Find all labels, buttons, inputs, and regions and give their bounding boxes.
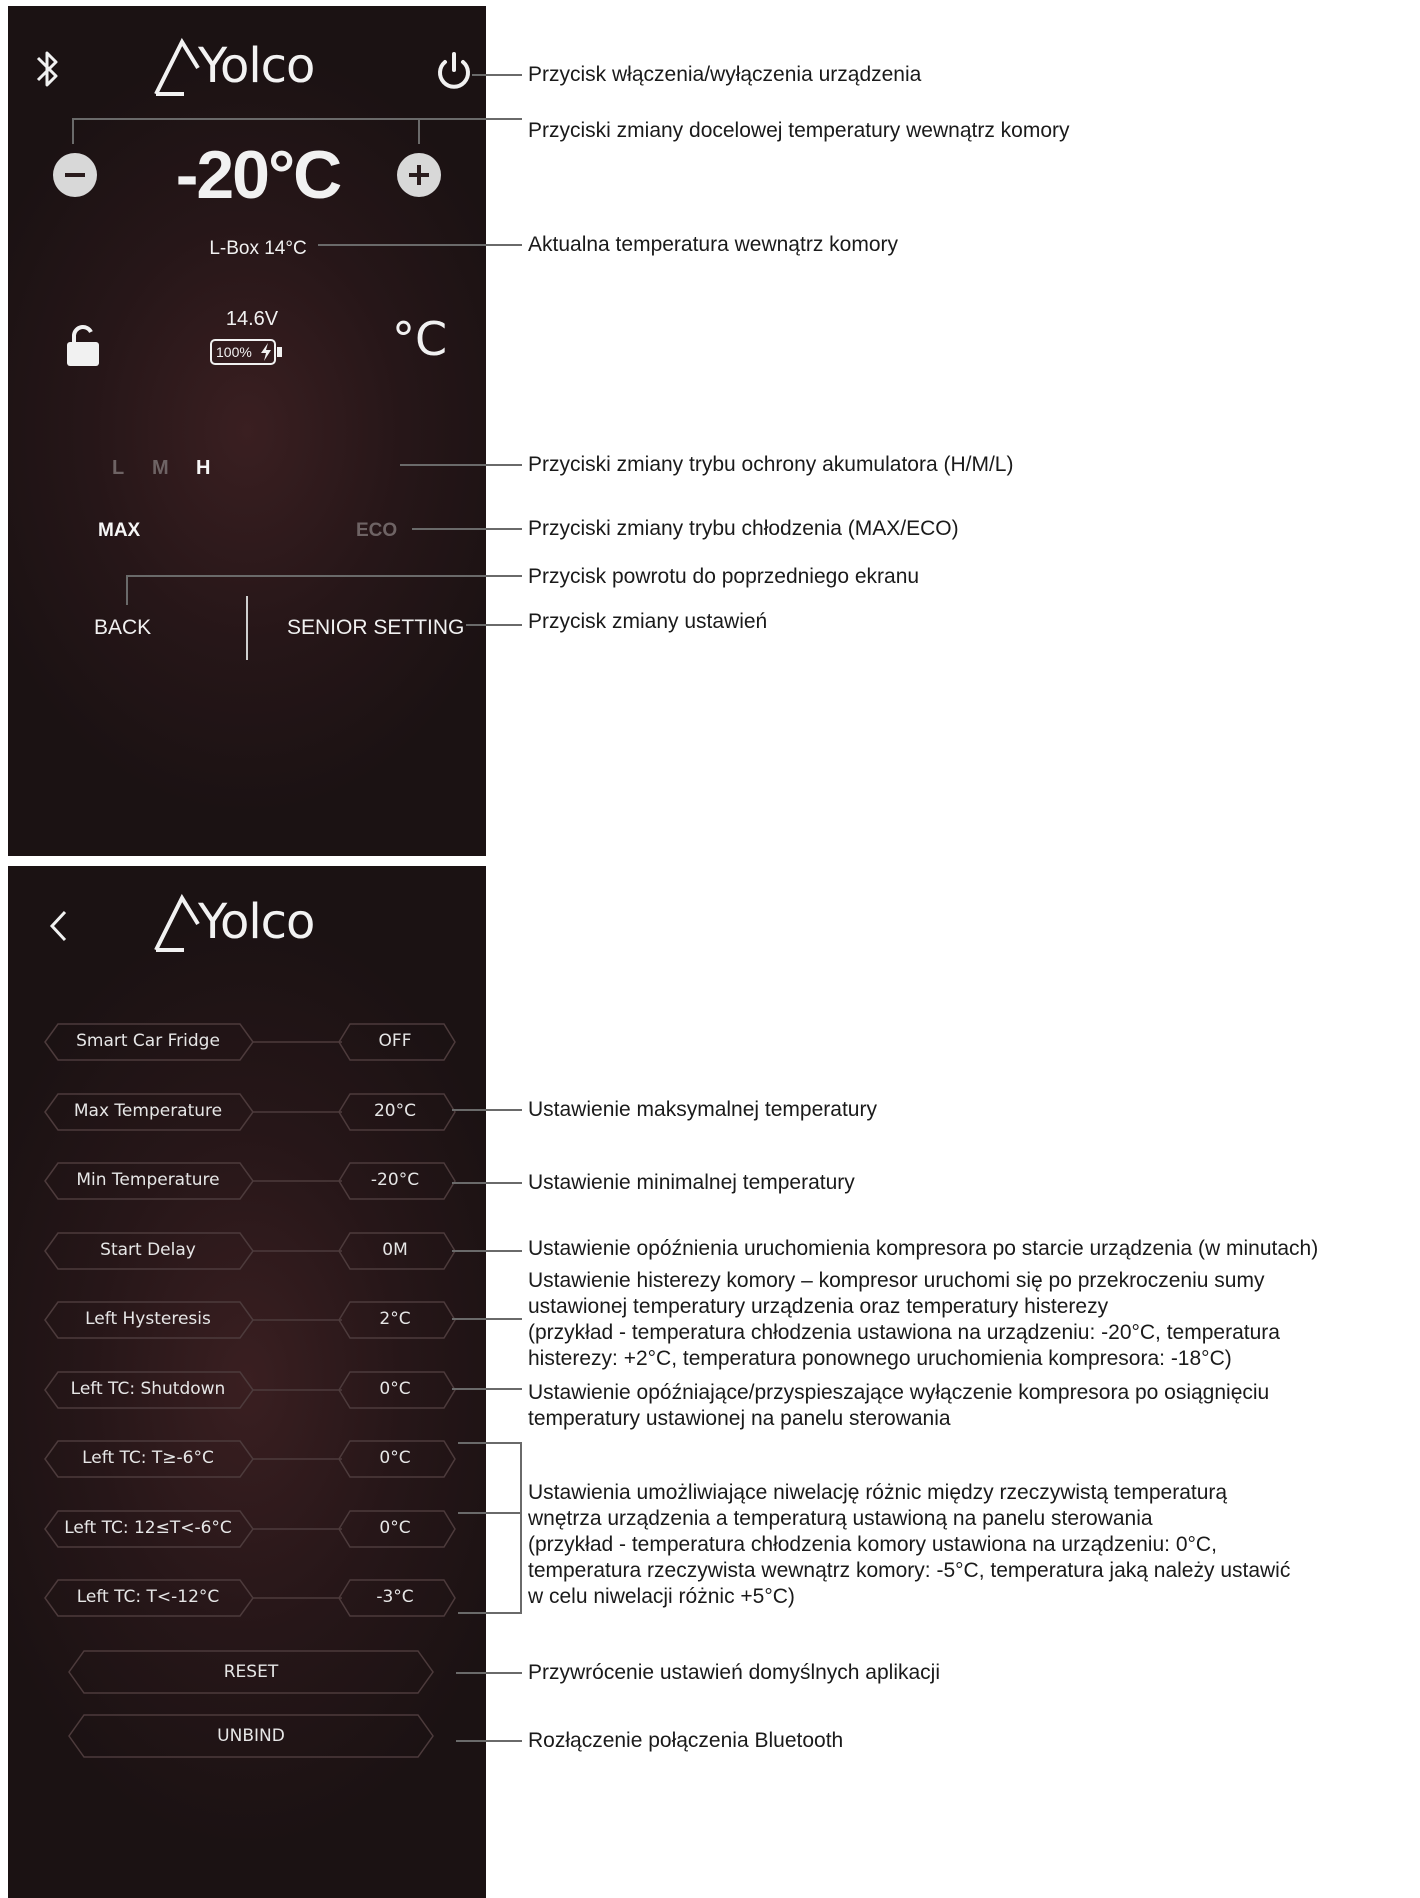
annotation-start-delay: Ustawienie opóźnienia uruchomienia kompresora po starcie urządzenia (w minutach) (528, 1237, 1319, 1260)
setting-label: Start Delay (100, 1240, 196, 1260)
battery-mode-h[interactable]: H (196, 457, 211, 479)
settings-row[interactable] (8, 1022, 486, 1062)
settings-row[interactable] (8, 1439, 486, 1479)
setting-label: Left TC: Shutdown (70, 1379, 226, 1399)
setting-connector (252, 1111, 342, 1113)
setting-label: Left Hysteresis (85, 1309, 211, 1329)
annotation-hysteresis: Ustawienie histerezy komory – kompresor uruchomi się po przekroczeniu sumy ustawionej temperatury urządzenia oraz temperatury histerezy (przykład - temperatura chłodzenia ustawiona na urządzeniu: -20°C, temperatura histerezy: +2°C, temperatura ponownego uruchomienia kompresora: -18°C) (528, 1269, 1280, 1370)
settings-row[interactable] (8, 1231, 486, 1271)
setting-value[interactable]: 0°C (379, 1379, 411, 1399)
annotation-shutdown: Ustawienie opóźniające/przyspieszające wyłączenie kompresora po osiągnięciu temperatury ustawionej na panelu sterowania (528, 1381, 1270, 1430)
brand-logo (154, 30, 344, 100)
brand-name: Yolco (198, 894, 315, 950)
bluetooth-icon[interactable] (32, 48, 62, 90)
setting-label: Left TC: T<-12°C (76, 1587, 220, 1607)
annotation-battery-mode: Przyciski zmiany trybu ochrony akumulatora (H/M/L) (528, 453, 1014, 476)
brand-logo (154, 886, 344, 956)
setting-connector (252, 1180, 342, 1182)
setting-value[interactable]: 0°C (379, 1448, 411, 1468)
divider (246, 596, 248, 660)
setting-value[interactable]: -3°C (376, 1587, 414, 1607)
annotation-tc: Ustawienia umożliwiające niwelację różnic między rzeczywistą temperaturą wnętrza urządzenia a temperaturą ustawioną na panelu sterowania (przykład - temperatura chłodzenia komory ustawiona na urządzeniu: 0°C, temperatura rzeczywista wewnątrz komory: -5°C, temperatura jaką należy ustawić w celu niwelacji różnic +5°C) (528, 1481, 1291, 1608)
back-button[interactable]: BACK (94, 616, 152, 639)
setting-value[interactable]: 2°C (379, 1309, 411, 1329)
setting-value[interactable]: OFF (378, 1031, 412, 1051)
minus-button[interactable] (52, 152, 98, 198)
annotation-unbind: Rozłączenie połączenia Bluetooth (528, 1729, 844, 1752)
unit-toggle[interactable]: °C (392, 312, 448, 366)
battery-icon (210, 339, 276, 365)
setting-label: Min Temperature (76, 1170, 220, 1190)
main-screen (8, 6, 486, 856)
battery-percentage: 100% (216, 344, 252, 360)
settings-row[interactable] (8, 1092, 486, 1132)
annotation-settings: Przycisk zmiany ustawień (528, 610, 768, 633)
annotation-power: Przycisk włączenia/wyłączenia urządzenia (528, 63, 922, 86)
settings-row[interactable] (8, 1578, 486, 1618)
cooling-eco-button[interactable]: ECO (356, 520, 398, 541)
settings-row[interactable] (8, 1370, 486, 1410)
reset-button[interactable]: RESET (223, 1662, 279, 1682)
setting-value[interactable]: -20°C (370, 1170, 420, 1190)
setting-label: Left TC: 12≤T<-6°C (64, 1518, 232, 1538)
setting-value[interactable]: 0°C (379, 1518, 411, 1538)
annotation-cooling-mode: Przyciski zmiany trybu chłodzenia (MAX/ECO) (528, 517, 959, 540)
back-chevron-icon[interactable] (48, 908, 70, 944)
setting-value[interactable]: 0M (382, 1240, 408, 1260)
target-temperature: -20°C (175, 137, 341, 213)
annotation-current-temp: Aktualna temperatura wewnątrz komory (528, 233, 898, 256)
setting-connector (252, 1458, 342, 1460)
settings-row[interactable] (8, 1161, 486, 1201)
charging-bolt-icon (260, 343, 272, 361)
annotation-reset: Przywrócenie ustawień domyślnych aplikacji (528, 1661, 941, 1684)
power-icon[interactable] (436, 50, 472, 90)
setting-connector (252, 1528, 342, 1530)
battery-mode-l[interactable]: L (112, 457, 125, 479)
setting-connector (252, 1597, 342, 1599)
annotation-back: Przycisk powrotu do poprzedniego ekranu (528, 565, 920, 588)
plus-button[interactable] (396, 152, 442, 198)
settings-screen (8, 866, 486, 1898)
annotation-max-temp: Ustawienie maksymalnej temperatury (528, 1098, 877, 1121)
setting-connector (252, 1389, 342, 1391)
setting-connector (252, 1319, 342, 1321)
setting-label: Max Temperature (73, 1101, 223, 1121)
annotation-target-temp: Przyciski zmiany docelowej temperatury wewnątrz komory (528, 119, 1070, 142)
current-temperature: L-Box 14°C (209, 238, 307, 259)
battery-mode-m[interactable]: M (152, 457, 169, 479)
setting-value[interactable]: 20°C (373, 1101, 416, 1121)
senior-setting-button[interactable]: SENIOR SETTING (287, 616, 465, 639)
cooling-max-button[interactable]: MAX (98, 520, 141, 541)
annotation-min-temp: Ustawienie minimalnej temperatury (528, 1171, 855, 1194)
brand-name: Yolco (198, 38, 315, 94)
unlock-icon[interactable] (64, 324, 102, 368)
setting-label: Smart Car Fridge (76, 1031, 220, 1051)
settings-row[interactable] (8, 1300, 486, 1340)
unbind-button[interactable]: UNBIND (217, 1726, 285, 1746)
voltage-readout: 14.6V (225, 308, 279, 330)
settings-row[interactable] (8, 1509, 486, 1549)
setting-connector (252, 1041, 342, 1043)
setting-connector (252, 1250, 342, 1252)
setting-label: Left TC: T≥-6°C (82, 1448, 214, 1468)
